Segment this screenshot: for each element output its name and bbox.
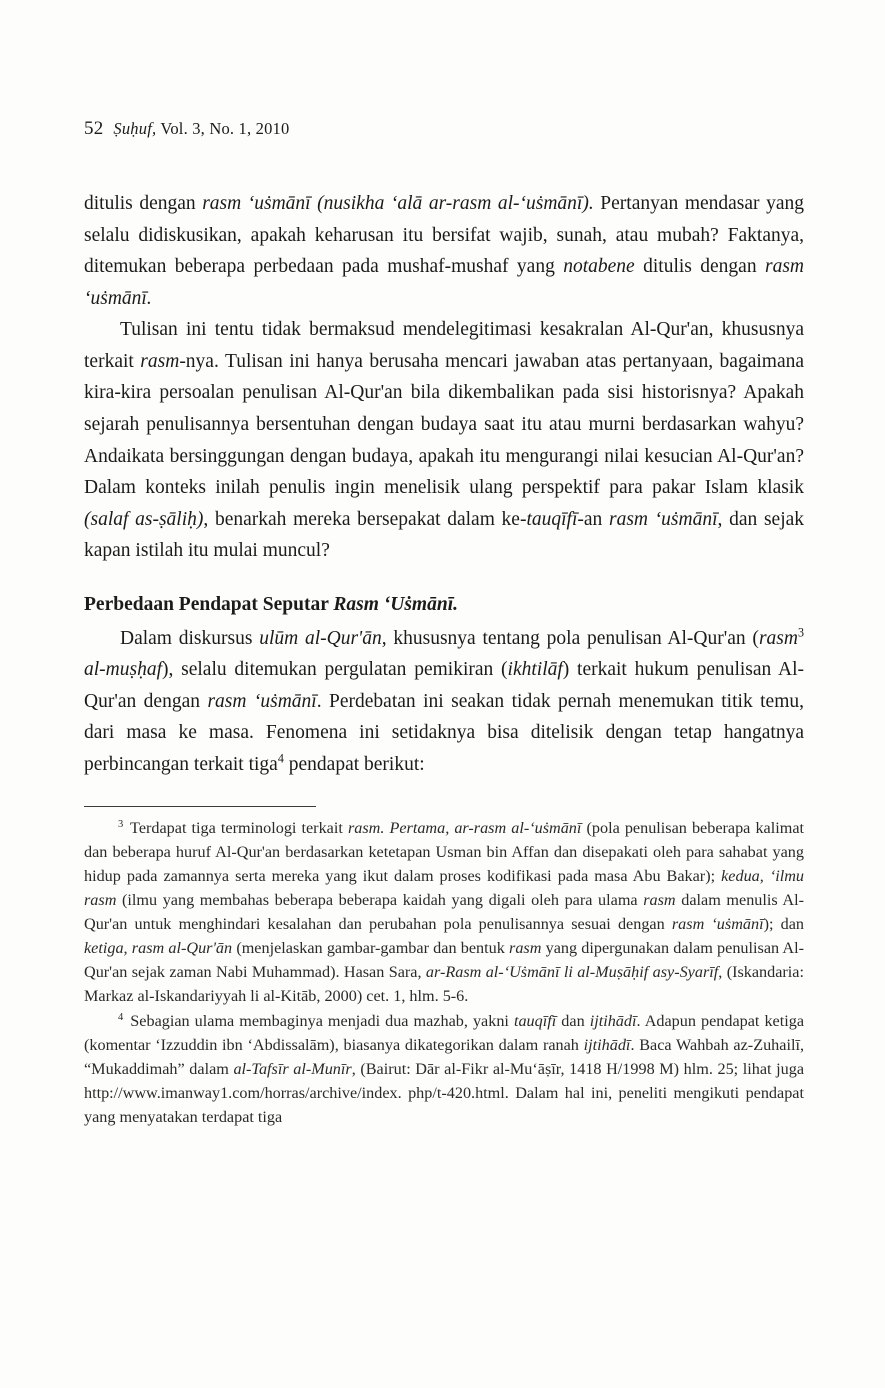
text-run-italic: rasm ʻuṡmānī. (84, 256, 804, 309)
journal-title: Ṣuḥuf, (113, 119, 157, 138)
text-run-italic: ketiga, rasm al-Qur'ān (84, 939, 233, 958)
text-run: Tulisan ini tentu tidak bermaksud mendelegitimasi kesakralan Al-Qur'an, khususnya terkait (84, 319, 804, 372)
paragraph-1 (84, 188, 804, 314)
page-content (84, 118, 804, 1130)
text-run: yang dipergunakan dalam penulisan Al-Qur'an sejak zaman Nabi Muhammad). Hasan Sara, (84, 939, 804, 982)
text-run: , dan sejak kapan istilah itu mulai muncul? (84, 508, 805, 562)
text-run: . Baca Wahbah az-Zuhailī, “Mukaddimah” dalam (84, 1036, 804, 1079)
footnote-marker: 3 (118, 819, 124, 831)
section-heading (84, 589, 804, 621)
text-run: -an (577, 508, 609, 530)
text-run-italic: tauqīfī (513, 1012, 557, 1031)
text-run: (ilmu yang membahas beberapa beberapa kaidah yang digali oleh para ulama (116, 891, 644, 910)
text-run-italic: ulūm al-Qur'ān (259, 627, 382, 649)
text-run: , (Iskandaria: Markaz al-Iskandariyyah li al-Kitāb, 2000) cet. 1, hlm. 5-6. (84, 963, 804, 1006)
text-run: Terdapat tiga terminologi terkait (125, 819, 348, 838)
body-text (84, 188, 804, 780)
text-run-italic: ar-Rasm al-ʻUṡmānī li al-Muṣāḥif asy-Syarīf (425, 963, 719, 982)
paragraph-3 (84, 623, 804, 781)
text-run-italic: rasm ʻuṡmānī (671, 915, 764, 934)
footnote-marker: 4 (118, 1011, 124, 1023)
text-run: . Perdebatan ini seakan tidak pernah menemukan titik temu, dari masa ke masa. Fenomena ini setidaknya bisa ditelisik dengan tetap hangatnya perbincangan terkait tiga (84, 690, 804, 775)
text-run: , khususnya tentang pola penulisan Al-Qur'an ( (381, 627, 759, 649)
text-run: , (Bairut: Dār al-Fikr al-Muʻāṣīr, 1418 H/1998 M) hlm. 25; lihat juga http://www.imanway1.com/horras/archive/index. php/t-420.html. Dalam hal ini, peneliti mengikuti pendapat yang menyatakan terdapat tiga (84, 1060, 805, 1127)
text-run: (pola penulisan beberapa kalimat dan beberapa huruf Al-Qur'an berdasarkan ketetapan Usman bin Affan dan disepakati oleh para sahabat yang hidup pada zamannya serta mereka yang ikut dalam proses kodifikasi pada masa Abu Bakar); (84, 819, 804, 886)
footnote-ref-4: 4 (277, 751, 284, 766)
text-run: dalam menulis Al-Qur'an untuk menghindari kesalahan dan perubahan pola penulisannya sesuai dengan (84, 891, 804, 934)
text-run: (menjelaskan gambar-gambar dan bentuk (232, 939, 510, 958)
footnote-separator-rule (84, 806, 316, 807)
page-number: 52 (84, 118, 104, 139)
text-run-italic: ikhtilāf (507, 659, 563, 681)
running-head (84, 118, 804, 140)
text-run: ); dan (763, 915, 805, 934)
footnote-4 (84, 1010, 804, 1130)
text-run: ) terkait hukum penulisan Al-Qur'an dengan (84, 659, 804, 712)
text-run-italic: rasm (758, 627, 798, 649)
text-run: Pertanyan mendasar yang selalu didiskusikan, apakah keharusan itu bersifat wajib, sunah, atau mubah? Faktanya, ditemukan beberapa perbedaan pada mushaf-mushaf yang (84, 193, 805, 278)
paragraph-2 (84, 314, 804, 567)
text-run-italic: rasm ʻuṡmānī (nusikha ʻalā ar-rasm al-ʻuṡmānī). (202, 193, 594, 214)
text-run-italic: (salaf as-ṣāliḥ) (84, 508, 204, 530)
text-run-italic: notabene (563, 256, 635, 278)
footnote-ref-3: 3 (797, 625, 804, 640)
text-run-italic: rasm. Pertama, ar-rasm al-ʻuṡmānī (347, 819, 582, 838)
text-run: . Adapun pendapat ketiga (komentar ʻIzzuddin ibn ʻAbdissalām), biasanya dikategorikan dalam ranah (84, 1012, 805, 1055)
text-run: ditulis dengan (634, 256, 765, 278)
text-run-italic: ijtihādī (589, 1012, 637, 1031)
text-run-italic: ijtihādī (583, 1036, 631, 1055)
text-run: Sebagian ulama membaginya menjadi dua mazhab, yakni (125, 1012, 514, 1031)
text-run-italic: al-Tafsīr al-Munīr (233, 1060, 352, 1079)
section-heading-text: Perbedaan Pendapat Seputar (84, 593, 334, 615)
text-run: , benarkah mereka bersepakat dalam ke- (203, 508, 527, 530)
text-run: Dalam diskursus (120, 627, 260, 649)
text-run: -nya. Tulisan ini hanya berusaha mencari jawaban atas pertanyaan, bagaimana kira-kira persoalan penulisan Al-Qur'an bila dikembalikan pada sisi historisnya? Apakah sejarah penulisannya bersentuhan dengan budaya saat itu atau murni berdasarkan wahyu? Andaikata bersinggungan dengan budaya, apakah itu mengurangi nilai kesucian Al-Qur'an? Dalam konteks inilah penulis ingin menelisik ulang perspektif para pakar Islam klasik (84, 350, 805, 499)
footnotes-section (84, 817, 804, 1130)
text-run-italic: rasm ʻuṡmānī (608, 508, 718, 530)
text-run-italic: rasm (509, 939, 542, 958)
text-run-italic: al-muṣḥaf (84, 659, 162, 681)
text-run: ditulis dengan (84, 193, 203, 214)
text-run-italic: rasm ʻuṡmānī (207, 690, 317, 712)
section-heading-term: Rasm ʻUṡmānī. (333, 593, 458, 615)
text-run: pendapat berikut: (283, 753, 425, 775)
text-run: ), selalu ditemukan pergulatan pemikiran ( (162, 659, 508, 681)
text-run: dan (556, 1012, 590, 1031)
journal-issue: Vol. 3, No. 1, 2010 (156, 119, 290, 138)
text-run-italic: rasm (643, 891, 676, 910)
text-run-italic: kedua, ʻilmu rasm (84, 867, 804, 910)
footnote-3 (84, 817, 804, 1009)
text-run-italic: rasm (140, 350, 180, 372)
text-run-italic: tauqīfī (526, 508, 578, 530)
